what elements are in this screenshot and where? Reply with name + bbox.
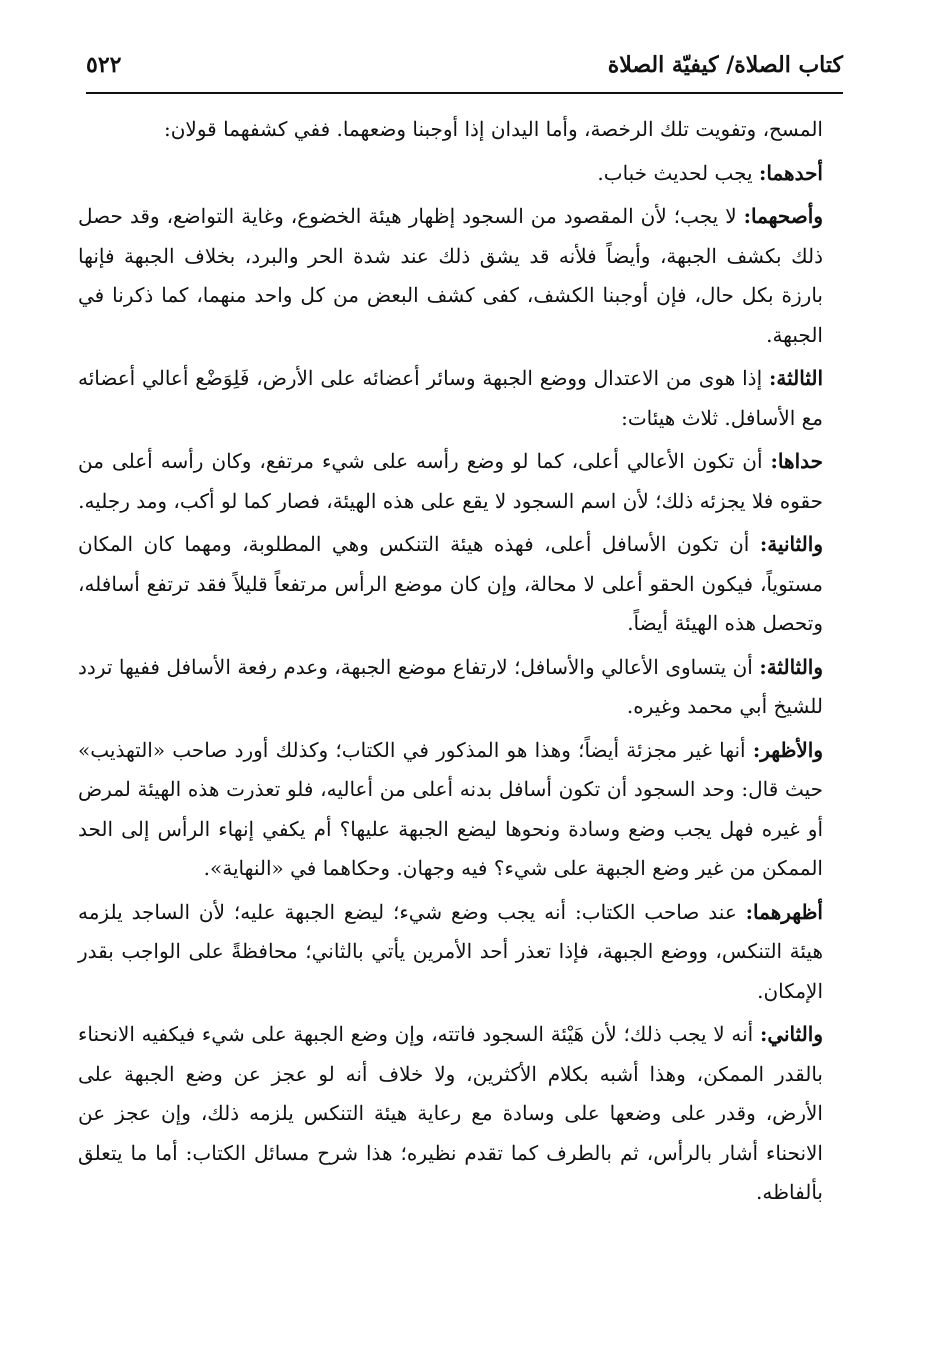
paragraph-text: أن يتساوى الأعالي والأسافل؛ لارتفاع موضع الجبهة، وعدم رفعة الأسافل ففيها تردد للشيخ أبي محمد وغيره.: [78, 654, 823, 718]
paragraph-text: المسح، وتفويت تلك الرخصة، وأما اليدان إذا أوجبنا وضعهما. ففي كشفهما قولان:: [163, 117, 823, 141]
paragraph: [78, 110, 823, 150]
paragraph-text: أنها غير مجزئة أيضاً؛ وهذا هو المذكور في الكتاب؛ وكذلك أورد صاحب «التهذيب» حيث قال: وحد السجود أن تكون أسافل بدنه أعلى من أعاليه، فلو تعذرت هذه الهيئة لمرض أو غيره فهل يجب وضع وسادة ونحوها ليضع الجبهة عليها؟ أم يكفي إنهاء الرأس إلى الحد الممكن من غير وضع الجبهة على شيء؟ فيه وجهان. وحكاهما في «النهاية».: [78, 737, 823, 880]
paragraph: [78, 731, 823, 889]
paragraph-lead: والثانية:: [759, 532, 823, 556]
page-header: [86, 50, 843, 90]
paragraph-lead: الثالثة:: [768, 366, 823, 390]
paragraph-text: يجب لحديث خباب.: [597, 160, 759, 185]
paragraph-text: إذا هوى من الاعتدال ووضع الجبهة وسائر أعضائه على الأرض، فَلِوَضْع أعالي أعضائه مع الأسافل. ثلاث هيئات:: [78, 366, 823, 430]
paragraph-lead: والثاني:: [759, 1022, 823, 1046]
paragraph-text: لا يجب؛ لأن المقصود من السجود إظهار هيئة الخضوع، وغاية التواضع، وقد حصل ذلك بكشف الجبهة، وأيضاً فلأنه قد يشق ذلك عند شدة الحر والبرد، بخلاف الجبهة فإنها بارزة بكل حال، فإن أوجبنا الكشف، كفى كشف البعض من كل واحد منهما، كما ذكرنا في الجبهة.: [78, 204, 823, 347]
paragraph: [78, 525, 823, 644]
paragraph-text: أن تكون الأسافل أعلى، فهذه هيئة التنكس وهي المطلوبة، ومهما كان المكان مستوياً، فيكون الحقو أعلى لا محالة، وإن كان موضع الرأس مرتفعاً قليلاً فقد ترتفع أسافله، وتحصل هذه الهيئة أيضاً.: [78, 532, 823, 635]
paragraph-text: عند صاحب الكتاب: أنه يجب وضع شيء؛ ليضع الجبهة عليه؛ لأن الساجد يلزمه هيئة التنكس، ووضع الجبهة، فإذا تعذر أحد الأمرين يأتي بالثاني؛ محافظةً على الواجب بقدر الإمكان.: [78, 899, 823, 1003]
paragraph-lead: وأصحهما:: [743, 204, 823, 228]
paragraph: [78, 359, 823, 438]
paragraph-lead: حداها:: [770, 449, 823, 473]
paragraph-lead: أحدهما:: [758, 160, 823, 185]
paragraph-text: أن تكون الأعالي أعلى، كما لو وضع رأسه على شيء مرتفع، وكان رأسه أعلى من حقوه فلا يجزئه ذلك؛ لأن اسم السجود لا يقع على هذه الهيئة، فصار كما لو أكب، ومد رجليه.: [78, 449, 823, 513]
paragraph: [78, 893, 823, 1012]
paragraph-lead: والأظهر:: [752, 737, 823, 762]
header-rule: [86, 92, 843, 94]
body-text: [78, 110, 823, 1217]
paragraph: [78, 154, 823, 194]
page-number: ٥٢٢: [86, 52, 122, 78]
paragraph: [78, 1015, 823, 1213]
paragraph-text: أنه لا يجب ذلك؛ لأن هَيْئة السجود فاتته، وإن وضع الجبهة على شيء فيكفيه الانحناء بالقدر الممكن، وهذا أشبه بكلام الأكثرين، ولا خلاف أنه لو عجز عن وضع الجبهة على الأرض، وقدر على وضعها على وسادة مع رعاية هيئة التنكس يلزمه ذلك، وإن عجز عن الانحناء أشار بالرأس، ثم بالطرف كما تقدم نظيره؛ هذا شرح مسائل الكتاب: أما ما يتعلق بألفاظه.: [78, 1022, 823, 1204]
paragraph-lead: والثالثة:: [759, 654, 823, 679]
paragraph: [78, 442, 823, 521]
paragraph: [78, 197, 823, 355]
paragraph-lead: أظهرهما:: [745, 899, 823, 924]
running-title: كتاب الصلاة/ كيفيّة الصلاة: [607, 52, 843, 78]
paragraph: [78, 648, 823, 727]
